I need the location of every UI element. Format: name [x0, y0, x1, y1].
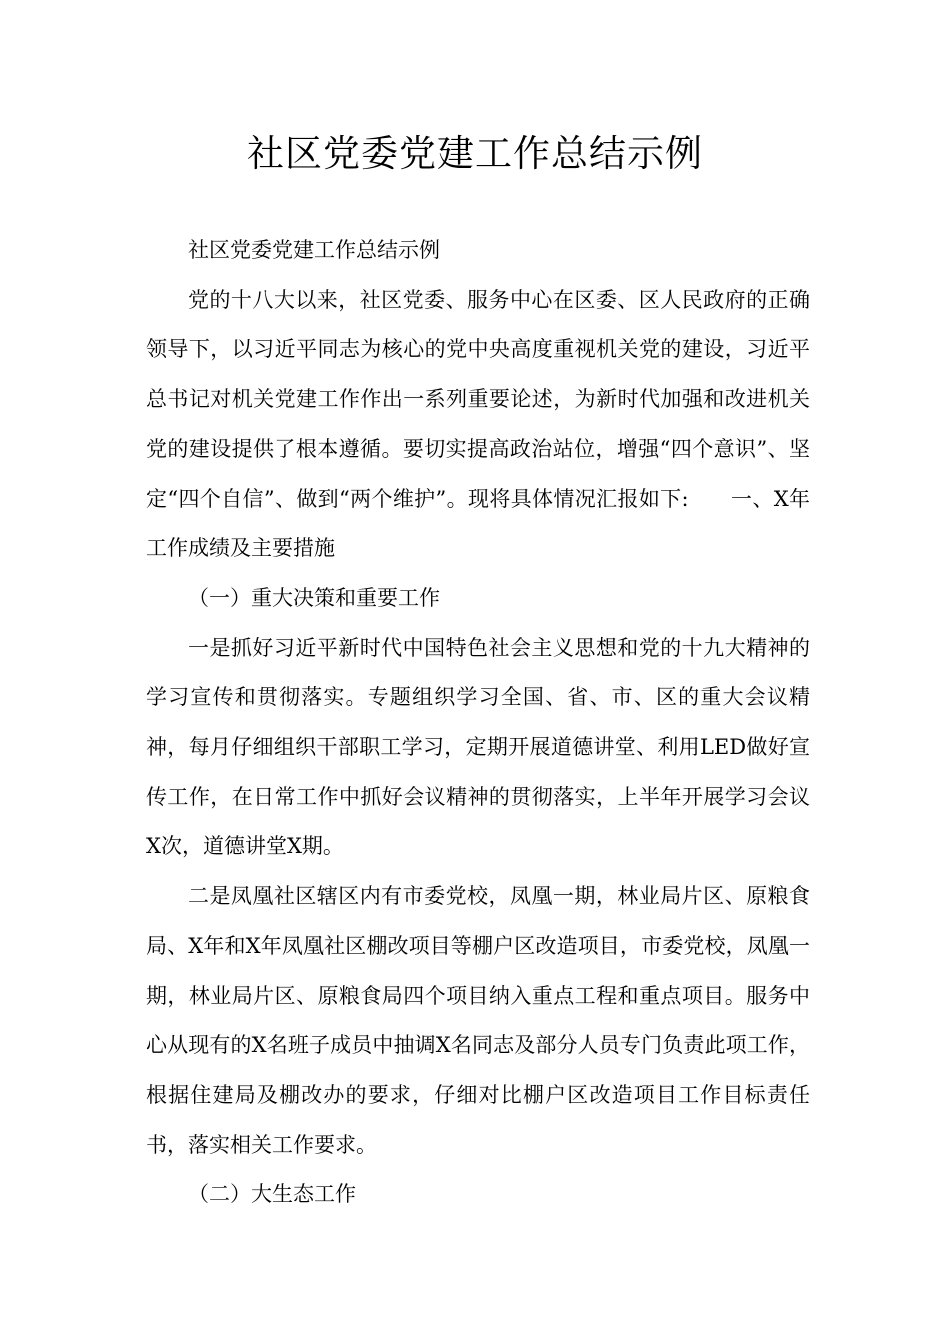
paragraph-study-promotion: 一是抓好习近平新时代中国特色社会主义思想和党的十九大精神的学习宣传和贯彻落实。专题组织学习全国、省、市、区的重大会议精神，每月仔细组织干部职工学习，定期开展道德讲堂、利用LED做好宣传工作，在日常工作中抓好会议精神的贯彻落实，上半年开展学习会议X次，道德讲堂X期。 — [146, 635, 810, 859]
paragraph-shantytown-renovation: 二是凤凰社区辖区内有市委党校，凤凰一期，林业局片区、原粮食局、X年和X年凤凰社区棚改项目等棚户区改造项目，市委党校，凤凰一期，林业局片区、原粮食局四个项目纳入重点工程和重点项目。服务中心从现有的X名班子成员中抽调X名同志及部分人员专门负责此项工作，根据住建局及棚改办的要求，仔细对比棚户区改造项目工作目标责任书，落实相关工作要求。 — [146, 884, 810, 1157]
paragraph-subtitle: 社区党委党建工作总结示例 — [188, 238, 440, 262]
section-heading-achievements: 一、X年工作成绩及主要措施 — [146, 486, 810, 561]
subsection-heading-major-decisions: （一）重大决策和重要工作 — [188, 585, 440, 610]
subsection-heading-ecology: （二）大生态工作 — [188, 1182, 356, 1207]
paragraph-introduction-text: 党的十八大以来，社区党委、服务中心在区委、区人民政府的正确领导下，以习近平同志为核心的党中央高度重视机关党的建设，习近平总书记对机关党建工作作出一系列重要论述，为新时代加强和改进机关党的建设提供了根本遵循。要切实提高政治站位，增强“四个意识”、坚定“四个自信”、做到“两个维护”。现将具体情况汇报如下: — [146, 287, 810, 511]
document-title: 社区党委党建工作总结示例 — [247, 132, 703, 175]
paragraph-introduction — [146, 276, 810, 574]
document-body — [146, 226, 810, 1220]
